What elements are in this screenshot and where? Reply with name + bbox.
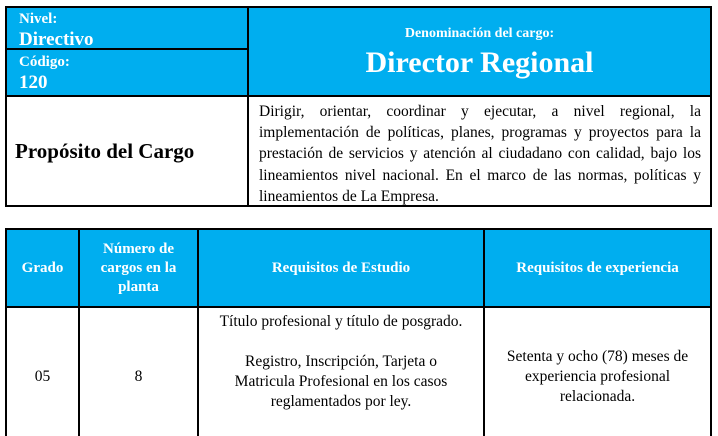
- cell-requisitos-experiencia: [485, 308, 710, 436]
- grado-value: 05: [34, 368, 51, 385]
- header-requisitos-estudio: Requisitos de Estudio: [199, 230, 483, 306]
- cell-grado: [7, 308, 78, 436]
- header-numero-cargos: Número de cargos en la planta: [80, 230, 197, 306]
- proposito-text: Dirigir, orientar, coordinar y ejecutar, a nivel regional, la implementación de políticas, planes, programas y proyectos para la prestación de servicios y atención al ciudadano con calidad, bajo los lineamientos nivel nacional. En el marco de las normas, políticas y lineamientos de La Empresa.: [259, 103, 701, 205]
- nivel-cell: [7, 8, 247, 48]
- proposito-text-cell: [249, 97, 710, 205]
- codigo-cell: [7, 50, 247, 95]
- nivel-value: Directivo: [19, 29, 94, 48]
- header-grado: Grado: [7, 230, 78, 306]
- header-requisitos-experiencia: Requisitos de experiencia: [485, 230, 710, 306]
- requisitos-table: [5, 228, 712, 436]
- proposito-label: Propósito del Cargo: [15, 138, 195, 163]
- cell-requisitos-estudio: [199, 308, 483, 436]
- codigo-value: 120: [19, 72, 48, 93]
- numero-cargos-value: 8: [134, 368, 143, 385]
- codigo-label: Código:: [19, 54, 70, 70]
- cell-numero-cargos: [80, 308, 197, 436]
- denominacion-value: Director Regional: [365, 45, 594, 79]
- estudio-paragraph-1: Título profesional y título de posgrado.: [219, 313, 463, 330]
- nivel-label: Nivel:: [19, 11, 58, 27]
- denominacion-cell: [249, 8, 710, 95]
- estudio-paragraph-2: Registro, Inscripción, Tarjeta o Matricula Profesional en los casos reglamentados por ley.: [234, 353, 448, 410]
- denominacion-label: Denominación del cargo:: [404, 25, 555, 41]
- proposito-label-cell: [7, 97, 247, 205]
- experiencia-value: Setenta y ocho (78) meses de experiencia profesional relacionada.: [506, 348, 689, 405]
- cargo-table: [5, 6, 712, 207]
